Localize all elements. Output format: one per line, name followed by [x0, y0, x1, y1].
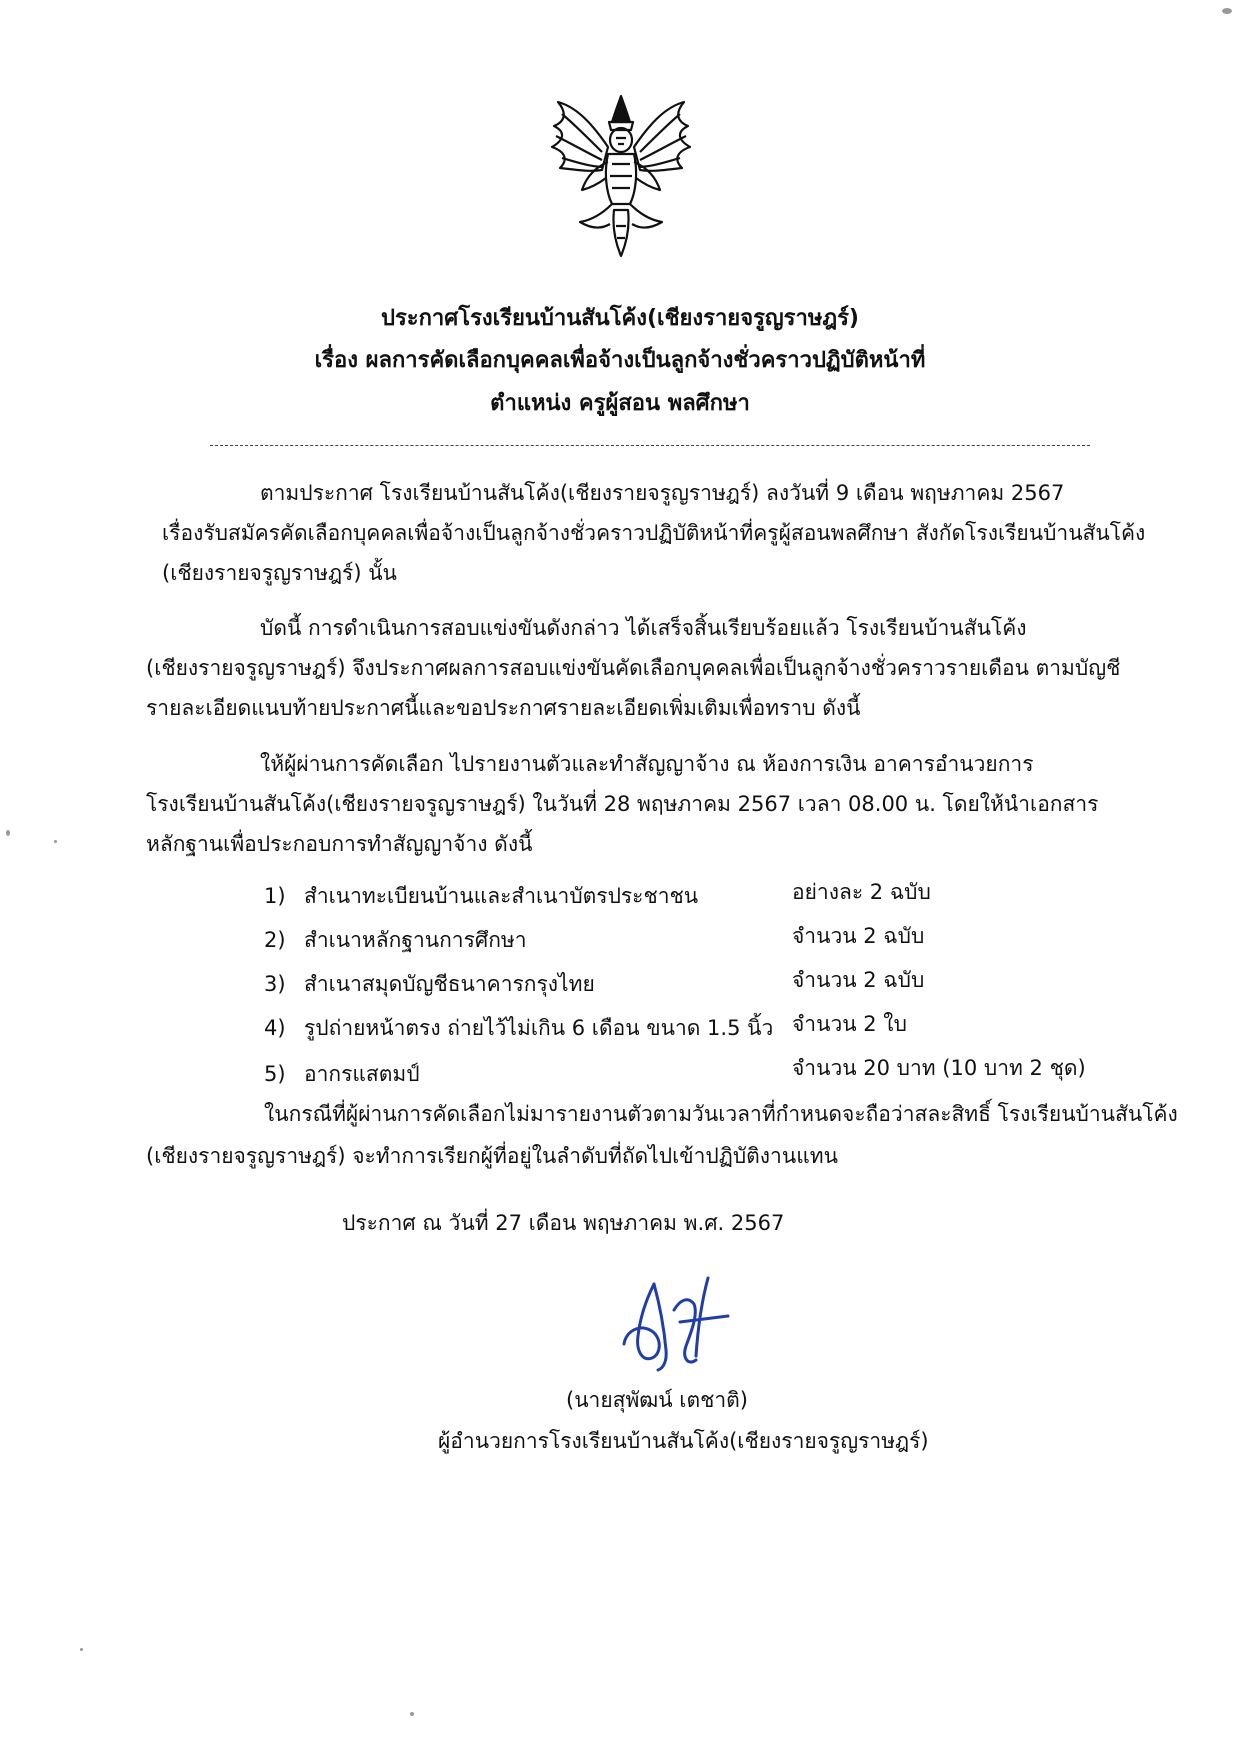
- scan-speck: [410, 1712, 414, 1716]
- list-item-text: สำเนาหลักฐานการศึกษา: [304, 928, 527, 952]
- list-item-text: อากรแสตมป์: [304, 1062, 420, 1086]
- scan-speck: [54, 840, 57, 843]
- paragraph-1-line-3: (เชียงรายจรูญราษฎร์) นั้น: [162, 561, 397, 585]
- list-item-number: 4): [264, 1016, 286, 1040]
- list-item-quantity: อย่างละ 2 ฉบับ: [792, 880, 931, 904]
- paragraph-4-line-1: ในกรณีที่ผู้ผ่านการคัดเลือกไม่มารายงานตัวตามวันเวลาที่กำหนดจะถือว่าสละสิทธิ์ โรงเรียนบ้านสันโค้ง: [264, 1102, 1178, 1126]
- list-item-text: สำเนาสมุดบัญชีธนาคารกรุงไทย: [304, 972, 595, 996]
- list-item-number: 2): [264, 928, 286, 952]
- scan-speck: [80, 1648, 83, 1651]
- paragraph-2-line-2: (เชียงรายจรูญราษฎร์) จึงประกาศผลการสอบแข่งขันคัดเลือกบุคคลเพื่อเป็นลูกจ้างชั่วคราวรายเดือน ตามบัญชี: [146, 656, 1121, 680]
- announcement-date: ประกาศ ณ วันที่ 27 เดือน พฤษภาคม พ.ศ. 2567: [342, 1211, 785, 1235]
- scan-speck: [1222, 8, 1232, 14]
- announcement-position: ตำแหน่ง ครูผู้สอน พลศึกษา: [490, 391, 750, 416]
- paragraph-2-line-1: บัดนี้ การดำเนินการสอบแข่งขันดังกล่าว ได้เสร็จสิ้นเรียบร้อยแล้ว โรงเรียนบ้านสันโค้ง: [260, 616, 1027, 640]
- list-item-quantity: จำนวน 20 บาท (10 บาท 2 ชุด): [792, 1056, 1086, 1080]
- signatory-position: ผู้อำนวยการโรงเรียนบ้านสันโค้ง(เชียงรายจรูญราษฎร์): [438, 1429, 929, 1453]
- announcement-subject: เรื่อง ผลการคัดเลือกบุคคลเพื่อจ้างเป็นลูกจ้างชั่วคราวปฏิบัติหน้าที่: [314, 348, 926, 373]
- list-item-number: 3): [264, 972, 286, 996]
- scan-speck: [6, 830, 10, 836]
- list-item-number: 5): [264, 1062, 286, 1086]
- garuda-emblem-icon: [546, 92, 696, 260]
- paragraph-2-line-3: รายละเอียดแนบท้ายประกาศนี้และขอประกาศรายละเอียดเพิ่มเติมเพื่อทราบ ดังนี้: [146, 696, 861, 720]
- list-item-quantity: จำนวน 2 ฉบับ: [792, 968, 925, 992]
- paragraph-1-line-1: ตามประกาศ โรงเรียนบ้านสันโค้ง(เชียงรายจรูญราษฎร์) ลงวันที่ 9 เดือน พฤษภาคม 2567: [260, 481, 1065, 505]
- list-item-quantity: จำนวน 2 ใบ: [792, 1012, 907, 1036]
- paragraph-4-line-2: (เชียงรายจรูญราษฎร์) จะทำการเรียกผู้ที่อยู่ในลำดับที่ถัดไปเข้าปฏิบัติงานแทน: [146, 1144, 838, 1168]
- handwritten-signature: [616, 1270, 746, 1380]
- list-item-text: สำเนาทะเบียนบ้านและสำเนาบัตรประชาชน: [304, 884, 699, 908]
- list-item-number: 1): [264, 884, 286, 908]
- list-item-text: รูปถ่ายหน้าตรง ถ่ายไว้ไม่เกิน 6 เดือน ขนาด 1.5 นิ้ว: [304, 1016, 774, 1040]
- signatory-name: (นายสุพัฒน์ เตชาติ): [566, 1388, 748, 1412]
- list-item-quantity: จำนวน 2 ฉบับ: [792, 924, 925, 948]
- dashed-divider: [210, 445, 1090, 446]
- paragraph-3-line-1: ให้ผู้ผ่านการคัดเลือก ไปรายงานตัวและทำสัญญาจ้าง ณ ห้องการเงิน อาคารอำนวยการ: [260, 752, 1034, 776]
- paragraph-1-line-2: เรื่องรับสมัครคัดเลือกบุคคลเพื่อจ้างเป็นลูกจ้างชั่วคราวปฏิบัติหน้าที่ครูผู้สอนพลศึกษา สังกัดโรงเรียนบ้านสันโค้ง: [162, 521, 1146, 545]
- announcement-title: ประกาศโรงเรียนบ้านสันโค้ง(เชียงรายจรูญราษฎร์): [381, 306, 859, 331]
- paragraph-3-line-2: โรงเรียนบ้านสันโค้ง(เชียงรายจรูญราษฎร์) ในวันที่ 28 พฤษภาคม 2567 เวลา 08.00 น. โดยให้นำเอกสาร: [146, 792, 1099, 816]
- paragraph-3-line-3: หลักฐานเพื่อประกอบการทำสัญญาจ้าง ดังนี้: [146, 832, 533, 856]
